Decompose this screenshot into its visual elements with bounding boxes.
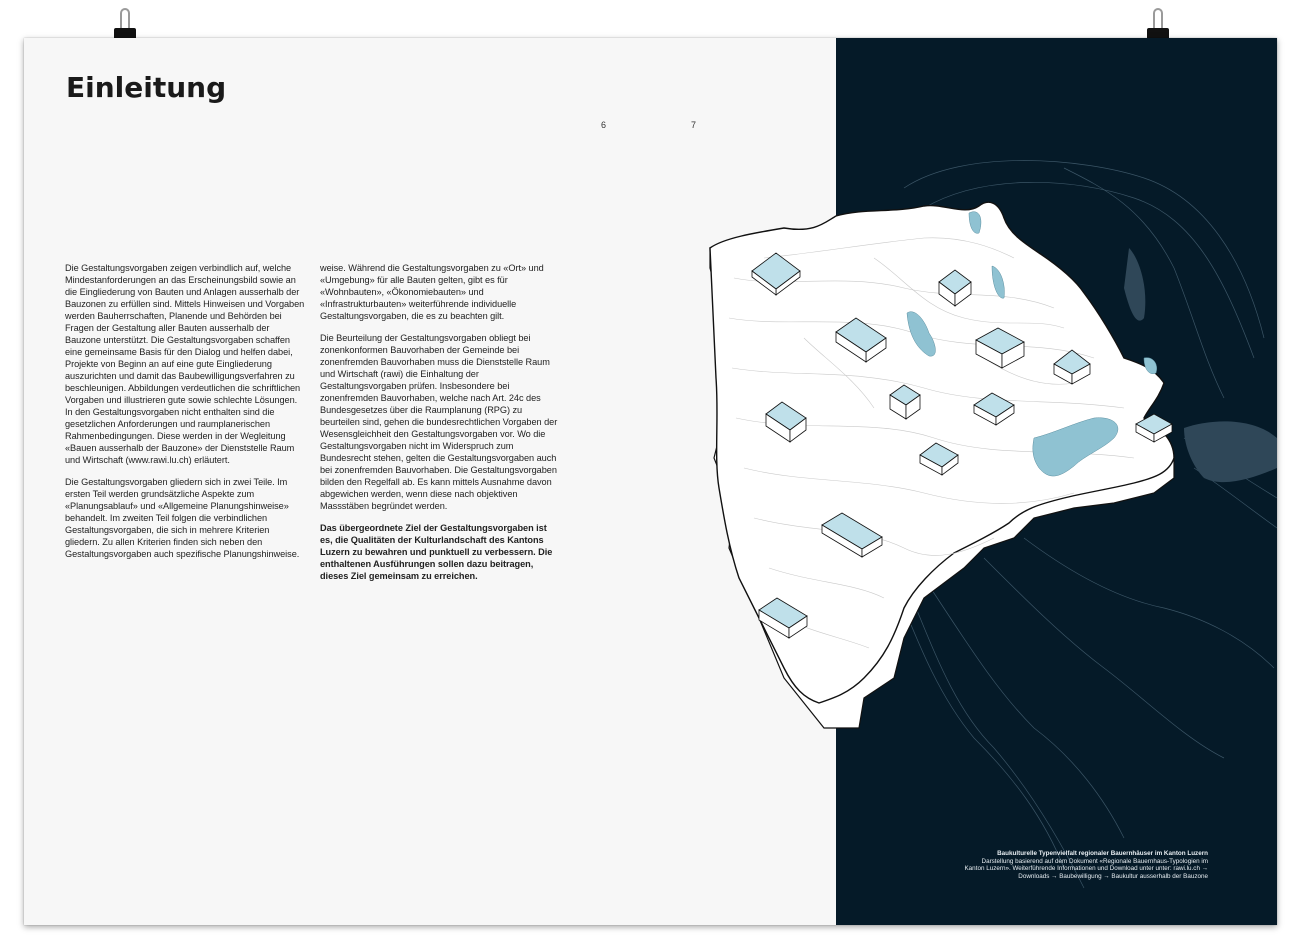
- paragraph: Die Beurteilung der Gestaltungsvorgaben obliegt bei zonenkonformen Bauvorhaben der Gemeinde bei zonenfremden Bauvorhaben muss die Dienststelle Raum und Wirtschaft (rawi) die Einhaltung der Gestaltungsvorgaben prüfen. Insbesondere bei zonenfremden Bauvorhaben, welche nach Art. 24c des Bundesgesetzes über die Raumplanung (RPG) zu beurteilen sind, gehen die bundesrechtlichen Vorgaben der Wesensgleichheit den Gestaltungsvorgaben vor. Wo die Gestaltungsvorgaben nicht im Widerspruch zum Bundesrecht stehen, gelten die Gestaltungsvorgaben auch bei zonenfremden Bauvorhaben. Die Gestaltungsvorgaben bilden den Regelfall ab. Es kann mittels Ausnahme davon abgewichen werden, wenn diese nach objektiven Massstäben begründet werden.: [320, 333, 558, 511]
- canton-map-illustration: [24, 38, 1277, 925]
- map-caption: [960, 850, 1208, 880]
- paragraph: Die Gestaltungsvorgaben zeigen verbindlich auf, welche Mindestanforderungen an das Erscheinungsbild sowie an die Eingliederung von Bauten und Anlagen ausserhalb der Bauzonen zu erfüllen sind. Mittels Hinweisen und Vorgaben werden Bauherrschaften, Planende und Behörden bei Fragen der Gestaltung aller Bauten ausserhalb der Bauzone unterstützt. Die Gestaltungsvorgaben schaffen eine gemeinsame Basis für den Dialog und helfen dabei, Projekte von Beginn an auf eine gute Eingliederung auszurichten und damit das Baubewilligungsverfahren zu beschleunigen. Abbildungen verdeutlichen die schriftlichen Vorgaben und illustrieren gute sowie schlechte Lösungen. In den Gestaltungsvorgaben nicht enthalten sind die gesetzlichen Anforderungen und raumplanerischen Rahmenbedingungen. Diese werden in der Wegleitung «Bauen ausserhalb der Bauzone» der Dienststelle Raum und Wirtschaft (www.rawi.lu.ch) erläutert.: [65, 263, 305, 465]
- page-number-right: 7: [691, 120, 697, 130]
- page-number-left: 6: [601, 120, 607, 130]
- page-title: Einleitung: [66, 71, 227, 104]
- paragraph: weise. Während die Gestaltungsvorgaben zu «Ort» und «Umgebung» für alle Bauten gelten, gibt es für «Wohnbauten», «Ökonomiebauten» und «Infrastrukturbauten» weiterführende individuelle Gestaltungsvorgaben, die es zu beachten gilt.: [320, 263, 544, 321]
- caption-title: Baukulturelle Typenvielfalt regionaler Bauernhäuser im Kanton Luzern: [997, 850, 1208, 857]
- summary-paragraph: Das übergeordnete Ziel der Gestaltungsvorgaben ist es, die Qualitäten der Kulturlandschaft des Kantons Luzern zu bewahren und punktuell zu verbessern. Die enthaltenen Ausführungen sollen dazu beitragen, dieses Ziel gemeinsam zu erreichen.: [320, 523, 553, 581]
- brochure-spread: [24, 38, 1277, 925]
- paragraph: Die Gestaltungsvorgaben gliedern sich in zwei Teile. Im ersten Teil werden grundsätzliche Aspekte zum «Planungsablauf» und «Allgemeine Planungshinweise» behandelt. Im zweiten Teil folgen die verbindlichen Gestaltungsvorgaben, die sich in mehrere Kriterien gliedern. Zu allen Kriterien finden sich neben den Gestaltungsvorgaben auch spezifische Planungshinweise.: [65, 477, 300, 559]
- caption-body: Darstellung basierend auf dem Dokument «Regionale Bauernhaus-Typologien im Kanton Luzern». Weiterführende Informationen und Download unter unter: rawi.lu.ch → Downloads → Baubewilligung → Baukultur ausserhalb der Bauzone: [964, 857, 1208, 880]
